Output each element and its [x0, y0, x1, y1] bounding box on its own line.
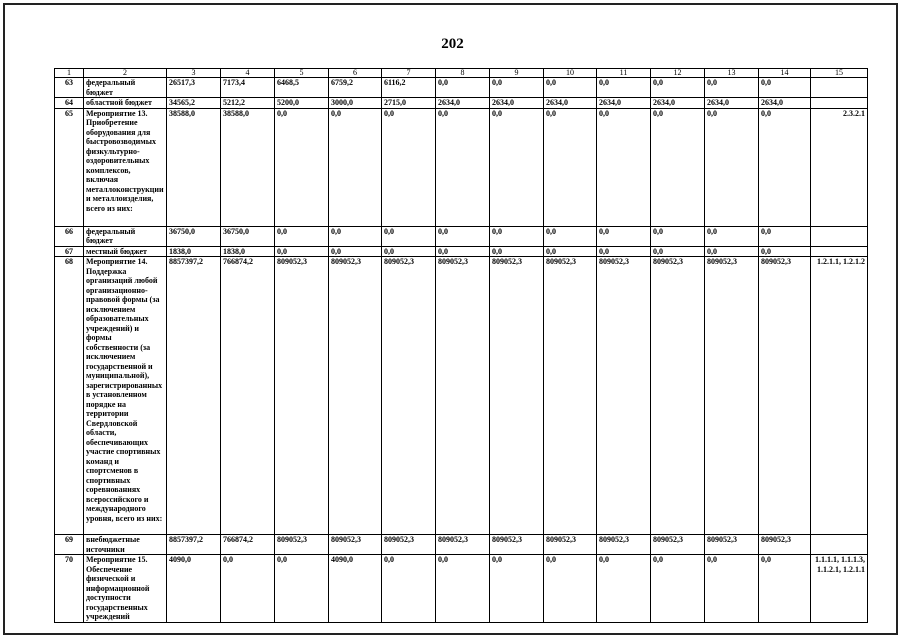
row-name-cell: Мероприятие 14. Поддержка организаций любой организационно-правовой формы (за исключением образовательных учреждений) и формы собственности (за исключением государственной и муниципальной), зарегистрированных в установленном порядке на территории Свердловской области, обеспечивающих участие спортивных команд и спортсменов в спортивных соревнованиях всероссийского и международного уровня, всего из них:: [84, 257, 167, 535]
row-number-cell: 70: [55, 555, 84, 623]
row-number-cell: 66: [55, 226, 84, 246]
table-row: [55, 78, 868, 98]
value-cell: 4090,0: [167, 555, 221, 623]
value-cell: 0,0: [436, 555, 490, 623]
value-cell: 809052,3: [597, 257, 651, 535]
value-cell: 809052,3: [544, 535, 597, 555]
value-cell: 809052,3: [329, 257, 382, 535]
column-header: 3: [167, 69, 221, 78]
value-cell: 809052,3: [490, 257, 544, 535]
column-header: 5: [275, 69, 329, 78]
target-code-cell: [811, 98, 868, 109]
value-cell: 0,0: [275, 246, 329, 257]
value-cell: 0,0: [436, 78, 490, 98]
value-cell: 809052,3: [382, 535, 436, 555]
row-number-cell: 63: [55, 78, 84, 98]
value-cell: 809052,3: [275, 257, 329, 535]
value-cell: 0,0: [329, 226, 382, 246]
budget-table: [54, 68, 868, 623]
target-code-cell: [811, 246, 868, 257]
value-cell: 36750,0: [221, 226, 275, 246]
value-cell: 6468,5: [275, 78, 329, 98]
table-header-row: [55, 69, 868, 78]
value-cell: 26517,3: [167, 78, 221, 98]
table-row: [55, 257, 868, 535]
value-cell: 0,0: [651, 246, 705, 257]
row-name-cell: внебюджетные источники: [84, 535, 167, 555]
value-cell: 809052,3: [705, 257, 759, 535]
column-header: 8: [436, 69, 490, 78]
value-cell: 0,0: [275, 226, 329, 246]
value-cell: 0,0: [544, 555, 597, 623]
column-header: 11: [597, 69, 651, 78]
row-name-cell: местный бюджет: [84, 246, 167, 257]
column-header: 2: [84, 69, 167, 78]
value-cell: 0,0: [651, 78, 705, 98]
value-cell: 0,0: [490, 246, 544, 257]
value-cell: 809052,3: [759, 535, 811, 555]
row-number-cell: 64: [55, 98, 84, 109]
value-cell: 6759,2: [329, 78, 382, 98]
value-cell: 3000,0: [329, 98, 382, 109]
table-row: [55, 246, 868, 257]
row-number-cell: 65: [55, 108, 84, 226]
value-cell: 36750,0: [167, 226, 221, 246]
value-cell: 809052,3: [329, 535, 382, 555]
column-header: 10: [544, 69, 597, 78]
value-cell: 0,0: [651, 108, 705, 226]
row-name-cell: федеральный бюджет: [84, 226, 167, 246]
column-header: 9: [490, 69, 544, 78]
value-cell: 2634,0: [544, 98, 597, 109]
value-cell: 0,0: [490, 555, 544, 623]
value-cell: 809052,3: [651, 535, 705, 555]
row-number-cell: 67: [55, 246, 84, 257]
table-row: [55, 535, 868, 555]
value-cell: 2634,0: [759, 98, 811, 109]
value-cell: 0,0: [221, 555, 275, 623]
value-cell: 766874,2: [221, 257, 275, 535]
target-code-cell: [811, 535, 868, 555]
value-cell: 5200,0: [275, 98, 329, 109]
target-code-cell: [811, 78, 868, 98]
value-cell: 0,0: [436, 108, 490, 226]
value-cell: 809052,3: [651, 257, 705, 535]
value-cell: 809052,3: [275, 535, 329, 555]
page-number: 202: [441, 36, 464, 52]
target-code-cell: 2.3.2.1: [811, 108, 868, 226]
value-cell: 0,0: [275, 555, 329, 623]
value-cell: 809052,3: [436, 257, 490, 535]
value-cell: 0,0: [382, 108, 436, 226]
value-cell: 38588,0: [221, 108, 275, 226]
value-cell: 2634,0: [490, 98, 544, 109]
value-cell: 0,0: [544, 78, 597, 98]
value-cell: 0,0: [490, 226, 544, 246]
value-cell: 0,0: [382, 246, 436, 257]
value-cell: 6116,2: [382, 78, 436, 98]
value-cell: 0,0: [329, 108, 382, 226]
value-cell: 0,0: [544, 226, 597, 246]
value-cell: 2715,0: [382, 98, 436, 109]
row-name-cell: Мероприятие 13. Приобретение оборудования для быстровозводимых физкультурно-оздоровительных комплексов, включая металлоконструкции и металлоизделия, всего из них:: [84, 108, 167, 226]
table-row: [55, 98, 868, 109]
value-cell: 38588,0: [167, 108, 221, 226]
value-cell: 0,0: [705, 226, 759, 246]
value-cell: 0,0: [651, 226, 705, 246]
table-row: [55, 108, 868, 226]
column-header: 6: [329, 69, 382, 78]
column-header: 7: [382, 69, 436, 78]
value-cell: 8857397,2: [167, 535, 221, 555]
value-cell: 0,0: [597, 246, 651, 257]
value-cell: 0,0: [490, 78, 544, 98]
value-cell: 0,0: [382, 226, 436, 246]
value-cell: 7173,4: [221, 78, 275, 98]
column-header: 13: [705, 69, 759, 78]
value-cell: 0,0: [759, 246, 811, 257]
value-cell: 2634,0: [436, 98, 490, 109]
value-cell: 8857397,2: [167, 257, 221, 535]
value-cell: 809052,3: [705, 535, 759, 555]
row-name-cell: Мероприятие 15. Обеспечение физической и информационной доступности государственных учреждений: [84, 555, 167, 623]
column-header: 15: [811, 69, 868, 78]
value-cell: 809052,3: [490, 535, 544, 555]
value-cell: 2634,0: [651, 98, 705, 109]
target-code-cell: 1.1.1.1, 1.1.1.3, 1.1.2.1, 1.2.1.1: [811, 555, 868, 623]
value-cell: 0,0: [705, 246, 759, 257]
value-cell: 5212,2: [221, 98, 275, 109]
value-cell: 2634,0: [597, 98, 651, 109]
value-cell: 0,0: [759, 555, 811, 623]
value-cell: 0,0: [597, 108, 651, 226]
value-cell: 0,0: [597, 555, 651, 623]
value-cell: 809052,3: [759, 257, 811, 535]
value-cell: 809052,3: [382, 257, 436, 535]
target-code-cell: 1.2.1.1, 1.2.1.2: [811, 257, 868, 535]
column-header: 14: [759, 69, 811, 78]
value-cell: 0,0: [436, 246, 490, 257]
row-name-cell: федеральный бюджет: [84, 78, 167, 98]
value-cell: 0,0: [705, 555, 759, 623]
column-header: 12: [651, 69, 705, 78]
value-cell: 809052,3: [597, 535, 651, 555]
value-cell: 0,0: [597, 226, 651, 246]
value-cell: 766874,2: [221, 535, 275, 555]
value-cell: 34565,2: [167, 98, 221, 109]
value-cell: 1838,0: [167, 246, 221, 257]
value-cell: 0,0: [759, 226, 811, 246]
value-cell: 0,0: [705, 108, 759, 226]
value-cell: 0,0: [275, 108, 329, 226]
value-cell: 2634,0: [705, 98, 759, 109]
value-cell: 0,0: [382, 555, 436, 623]
table-row: [55, 555, 868, 623]
value-cell: 809052,3: [436, 535, 490, 555]
row-name-cell: областной бюджет: [84, 98, 167, 109]
value-cell: 0,0: [597, 78, 651, 98]
value-cell: 0,0: [436, 226, 490, 246]
column-header: 1: [55, 69, 84, 78]
table-row: [55, 226, 868, 246]
value-cell: 0,0: [651, 555, 705, 623]
column-header: 4: [221, 69, 275, 78]
value-cell: 0,0: [544, 108, 597, 226]
value-cell: 0,0: [544, 246, 597, 257]
value-cell: 0,0: [759, 78, 811, 98]
row-number-cell: 69: [55, 535, 84, 555]
value-cell: 0,0: [759, 108, 811, 226]
value-cell: 0,0: [490, 108, 544, 226]
target-code-cell: [811, 226, 868, 246]
value-cell: 809052,3: [544, 257, 597, 535]
value-cell: 0,0: [329, 246, 382, 257]
value-cell: 0,0: [705, 78, 759, 98]
value-cell: 4090,0: [329, 555, 382, 623]
row-number-cell: 68: [55, 257, 84, 535]
value-cell: 1838,0: [221, 246, 275, 257]
